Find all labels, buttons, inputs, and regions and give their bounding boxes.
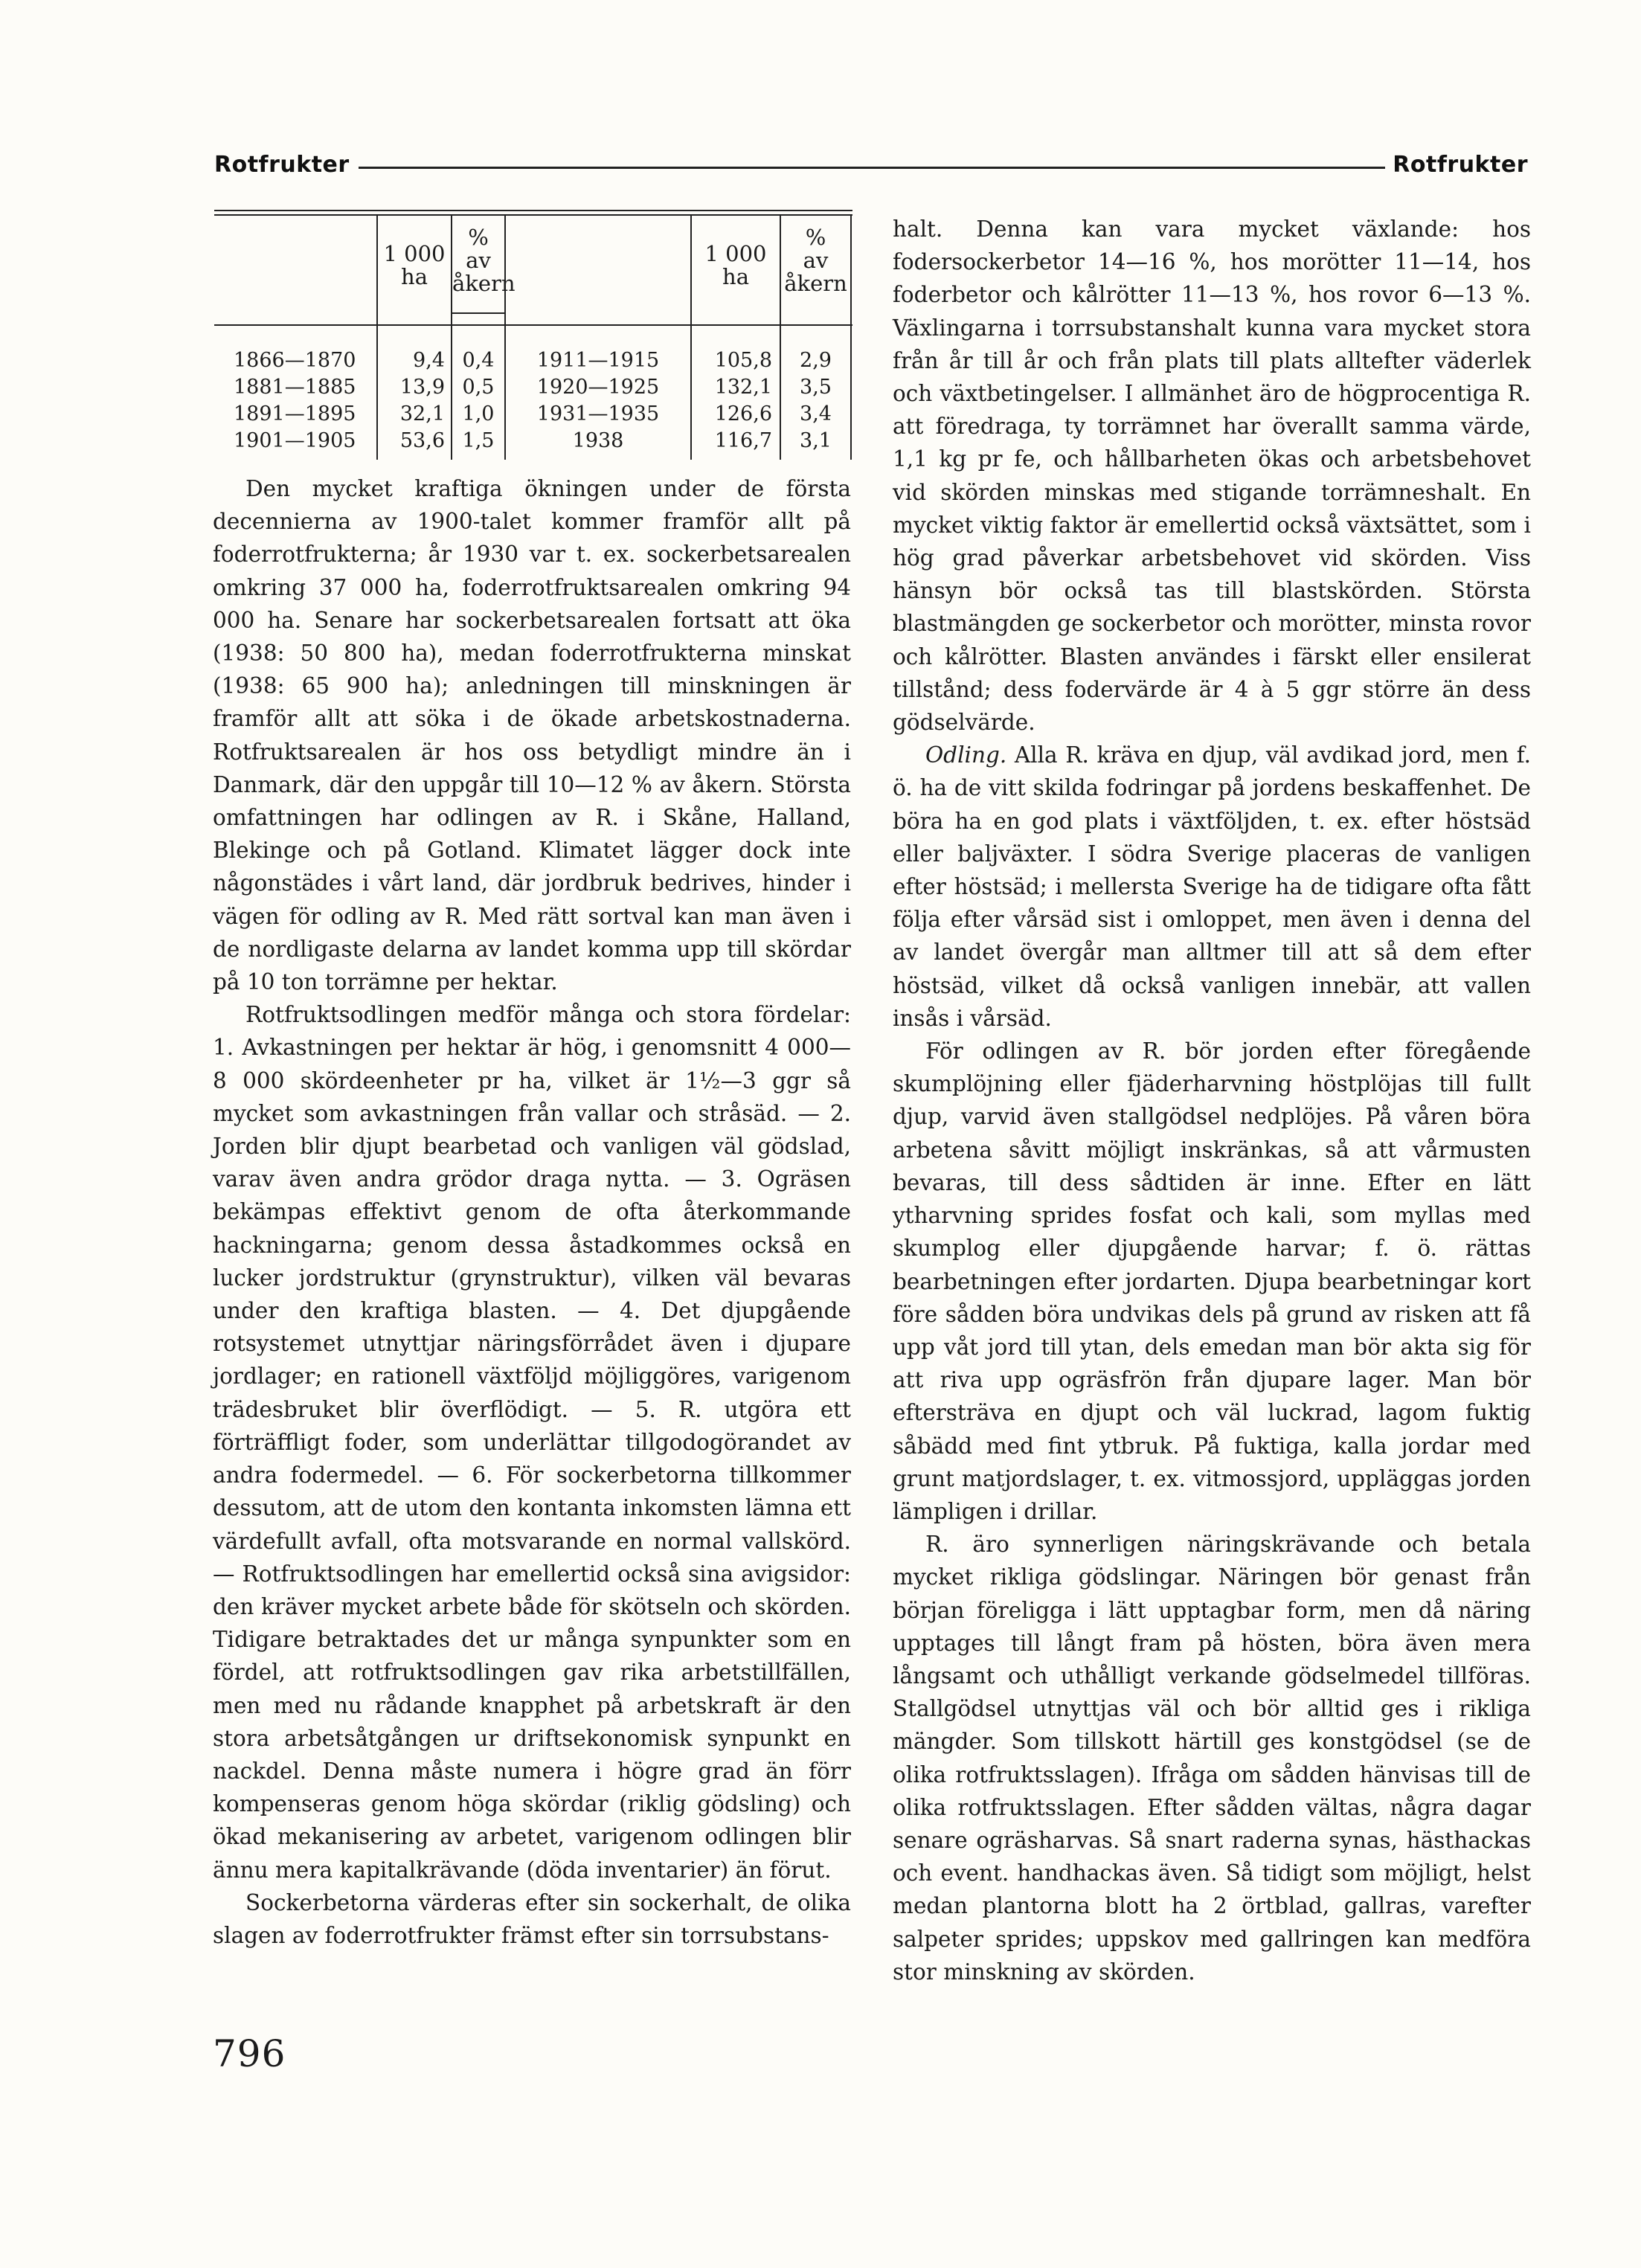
right-column: [893, 213, 1531, 1988]
table-cell-share: 3,1: [800, 429, 832, 452]
table-cell-share: 1,0: [462, 402, 495, 425]
table-cell-period: 1901—1905: [234, 429, 356, 452]
table-cell-area: 116,7: [714, 429, 772, 452]
table-top-rule: [214, 210, 852, 211]
header-area-right: [692, 242, 780, 289]
header-share-right: [781, 226, 850, 295]
table-cell-area: 9,4: [413, 349, 445, 372]
header-text: ha: [401, 264, 428, 289]
header-share-left: [452, 225, 516, 296]
page-number: 796: [213, 2032, 286, 2075]
table-cell-area: 126,6: [714, 402, 772, 425]
header-text: ha: [722, 264, 749, 289]
table-cell-share: 0,5: [462, 376, 495, 399]
paragraph: Den mycket kraftiga ökningen under de första decennierna av 1900-talet kommer framför allt på foderrotfrukterna; år 1930 var t. ex. sockerbetsarealen omkring 37 000 ha, foderrotfruktsarealen omkring 94 000 ha. Senare har sockerbetsarealen fortsatt att öka (1938: 50 800 ha), medan foderrotfrukterna minskat (1938: 65 900 ha); anledningen till minskningen är framför allt att söka i de ökade arbetskostnaderna. Rotfruktsarealen är hos oss betydligt mindre än i Danmark, där den uppgår till 10—12 % av åkern. Största omfattningen har odlingen av R. i Skåne, Halland, Blekinge och på Gotland. Klimatet lägger dock inte någonstädes i vårt land, där jordbruk bedrives, hinder i vägen för odling av R. Med rätt sortval kan man även i de nordligaste delarna av landet komma upp till skördar på 10 ton torrämne per hektar.: [213, 476, 851, 995]
table-cell-area: 13,9: [399, 376, 445, 399]
header-text: %: [805, 225, 826, 250]
paragraph: halt. Denna kan vara mycket växlande: hos fodersockerbetor 14—16 %, hos morötter 11—14, hos foderbetor och kålrötter 11—13 %, hos rovor 6—13 %. Växlingarna i torrsubstanshalt kunna vara mycket stora från år till år och från plats till plats alltefter väderlek och växtbetingelser. I allmänhet äro de högprocentiga R. att föredraga, ty torrämnet har överallt samma värde, 1,1 kg pr fe, och hållbarheten ökas och arbetsbehovet vid skörden minskas med stigande torrämneshalt. En mycket viktig faktor är emellertid också växtsättet, som i hög grad påverkar arbetsbehovet vid skörden. Viss hänsyn bör också tas till blastskörden. Största blastmängden ge sockerbetor och morötter, minsta rovor och kålrötter. Blasten användes i färskt eller ensilerat tillstånd; dess fodervärde är 4 à 5 ggr större än dess gödselvärde.: [893, 216, 1531, 736]
header-rule: [214, 324, 852, 326]
table-cell-area: 105,8: [714, 349, 772, 372]
left-column: [213, 472, 851, 1952]
header-text: åkern: [452, 271, 516, 296]
table-cell-period: 1891—1895: [234, 402, 356, 425]
paragraph: För odlingen av R. bör jorden efter föregående skumplöjning eller fjäderharvning höstplöjas till fullt djup, varvid även stallgödsel nedplöjes. På våren böra arbetena såvitt möjligt inskränkas, så att vårmusten bevaras, till dess sådtiden är inne. Efter en lätt ytharvning sprides fosfat och kali, som myllas med skumplog eller djupgående harvar; f. ö. rättas bearbetningen efter jordarten. Djupa bearbetningar kort före sådden böra undvikas dels på grund av risken att få upp våt jord till ytan, dels emedan man bör akta sig för att riva upp ogräsfrön från djupare lager. Man bör eftersträva en djupt och väl luckrad, lagom fuktig såbädd med fint ytbruk. På fuktiga, kalla jordar med grunt matjordslager, t. ex. vitmossjord, uppläggas jorden lämpligen i drillar.: [893, 1038, 1531, 1524]
table-cell-area: 32,1: [399, 402, 445, 425]
paragraph: Rotfruktsodlingen medför många och stora fördelar: 1. Avkastningen per hektar är hög, i genomsnitt 4 000—8 000 skördeenheter pr ha, vilket är 1½—3 ggr så mycket som avkastningen från vallar och stråsäd. — 2. Jorden blir djupt bearbetad och vanligen väl gödslad, varav även andra grödor draga nytta. — 3. Ogräsen bekämpas effektivt genom de ofta återkommande hackningarna; genom dessa åstadkommes också en lucker jordstruktur (grynstruktur), vilken väl bevaras under den kraftiga blasten. — 4. Det djupgående rotsystemet utnyttjar näringsförrådet även i djupare jordlager; en rationell växtföljd möjliggöres, varigenom trädesbruket blir överflödigt. — 5. R. utgöra ett förträffligt foder, som underlättar tillgodogörandet av andra fodermedel. — 6. För sockerbetorna tillkommer dessutom, att de utom den kontanta inkomsten lämna ett värdefullt avfall, ofta motsvarande en normal vallskörd. — Rotfruktsodlingen har emellertid också sina avigsidor: den kräver mycket arbete både för skötseln och skörden. Tidigare betraktades det ur många synpunkter som en fördel, att rotfruktsodlingen gav rika arbetstillfällen, men med nu rådande knapphet på arbetskraft är den stora arbetsåtgången ur driftsekonomisk synpunkt en nackdel. Denna måste numera i högre grad än förr kompenseras genom höga skördar (riklig gödsling) och ökad mekanisering av arbetet, varigenom odlingen blir ännu mera kapitalkrävande (döda inventarier) än förut.: [213, 1002, 851, 1883]
table-cell-area: 53,6: [399, 429, 445, 452]
table-cell-period: 1931—1935: [536, 402, 660, 425]
header-rule: [359, 167, 1385, 169]
table-top-rule-2: [214, 214, 852, 216]
table-cell-period: 1866—1870: [234, 349, 356, 372]
paragraph-body: Alla R. kräva en djup, väl avdikad jord, men f. ö. ha de vitt skilda fodringar på jordens beskaffenhet. De böra ha en god plats i växtföljden, t. ex. efter höstsäd eller baljväxter. I södra Sverige placeras de vanligen efter höstsäd; i mellersta Sverige ha de tidigare ofta fått följa efter vårsäd sist i omloppet, men även i denna del av landet övergår man alltmer till att så dem efter höstsäd, vilket då också vanligen innebär, att vallen insås i vårsäd.: [893, 742, 1531, 1031]
table-cell-period: 1938: [572, 429, 624, 452]
paragraph: Sockerbetorna värderas efter sin sockerhalt, de olika slagen av foderrotfrukter främst efter sin torrsubstans-: [213, 1889, 851, 1948]
header-text: av: [803, 248, 829, 273]
table-cell-share: 1,5: [462, 429, 495, 452]
table-cell-share: 3,5: [800, 376, 832, 399]
table-cell-share: 0,4: [462, 349, 495, 372]
header-text: 1 000: [704, 241, 767, 266]
header-text: av: [466, 248, 491, 273]
header-underline: [452, 312, 504, 314]
area-statistics-table: [214, 210, 852, 463]
table-cell-area: 132,1: [714, 376, 772, 399]
header-area-left: [378, 242, 451, 289]
running-head-right: Rotfrukter: [1393, 152, 1528, 178]
section-label: Odling.: [925, 742, 1007, 768]
running-head-left: Rotfrukter: [214, 152, 350, 178]
table-cell-period: 1911—1915: [536, 349, 660, 372]
table-cell-period: 1881—1885: [234, 376, 356, 399]
header-text: 1 000: [383, 241, 446, 266]
table-cell-period: 1920—1925: [536, 376, 660, 399]
header-text: åkern: [784, 271, 847, 296]
table-cell-share: 2,9: [800, 349, 832, 372]
header-text: %: [468, 225, 489, 250]
table-vline: [850, 216, 852, 460]
table-cell-share: 3,4: [800, 402, 832, 425]
paragraph: R. äro synnerligen näringskrävande och betala mycket rikliga gödslingar. Näringen bör genast från början föreligga i lätt upptagbar form, men då näring upptages till långt fram på hösten, böra även mera långsamt och uthålligt verkande gödselmedel tillföras. Stallgödsel utnyttjas väl och bör alltid ges i rikliga mängder. Som tillskott härtill ges konstgödsel (se de olika rotfruktsslagen). Ifråga om sådden hänvisas till de olika rotfruktsslagen. Efter sådden vältas, några dagar senare ogräsharvas. Så snart raderna synas, hästhackas och event. handhackas även. Så tidigt som möjligt, helst medan plantorna blott ha 2 örtblad, gallras, varefter salpeter sprides; uppskov med gallringen kan medföra stor minskning av skörden.: [893, 1532, 1531, 1985]
paragraph: [893, 739, 1531, 1035]
